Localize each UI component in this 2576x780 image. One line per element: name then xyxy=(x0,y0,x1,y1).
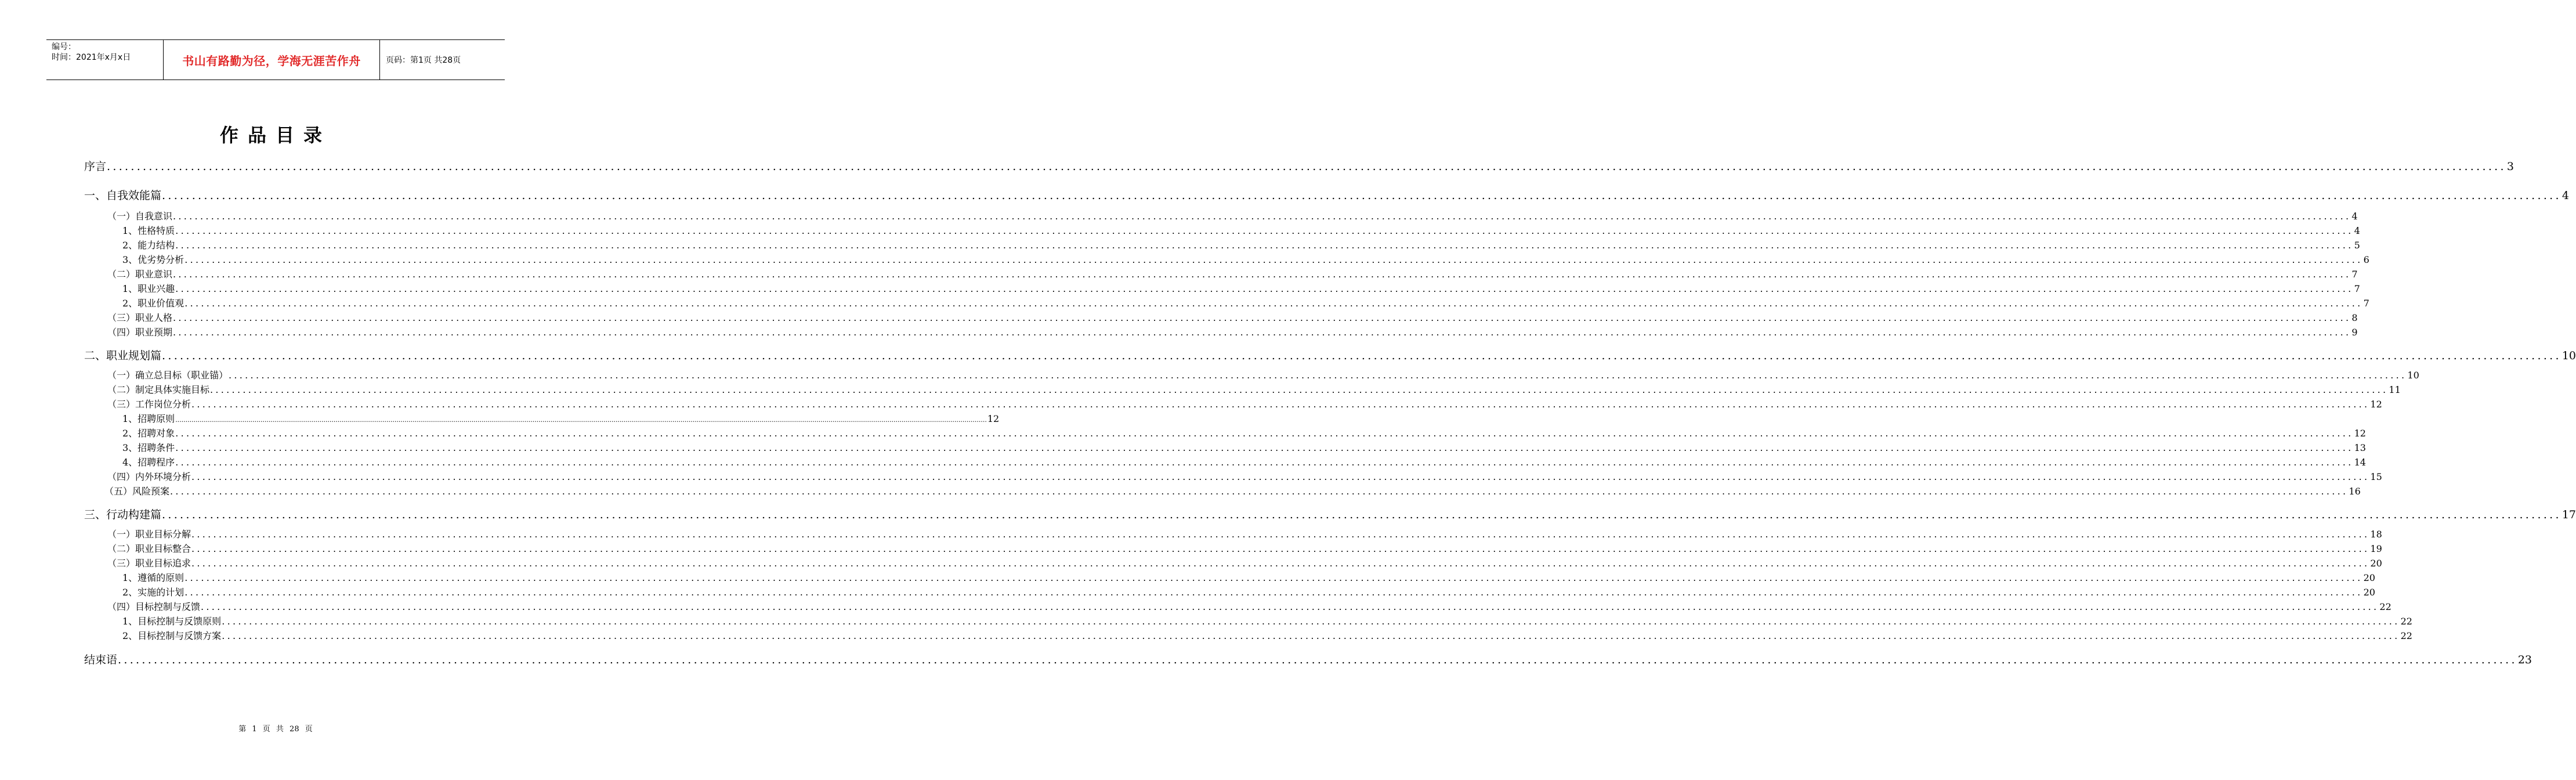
toc-leader-dots: ................................................................................................................................................................................................................................................................................................................................................................................................................ xyxy=(175,283,2354,294)
toc-entry-label: （二）职业意识 xyxy=(107,269,173,280)
toc-entry-label: （二）职业目标整合 xyxy=(107,543,191,554)
toc-entry[interactable] xyxy=(107,600,2392,613)
toc-entry[interactable] xyxy=(122,296,2369,309)
toc-entry-page: 7 xyxy=(2351,269,2358,280)
toc-leader-dots: ................................................................................................................................................................................................................................................................................................................................................................................................................ xyxy=(118,653,2517,666)
toc-leader-dots: ................................................................................................................................................................................................................................................................................................................................................................................................................ xyxy=(222,616,2400,627)
toc-leader-dots: ................................................................................................................................................................................................................................................................................................................................................................................................................ xyxy=(175,457,2354,468)
toc-entry[interactable] xyxy=(107,527,2382,540)
toc-entry-label: （一）自我意识 xyxy=(107,211,173,222)
toc-entry-page: 6 xyxy=(2363,254,2369,265)
toc-entry[interactable] xyxy=(122,629,2412,642)
toc-entry-label: （三）工作岗位分析 xyxy=(107,399,191,410)
toc-entry-page: 9 xyxy=(2351,327,2358,338)
toc-leader-dots: ................................................................................................................................................................................................................................................................................................................................................................................................................ xyxy=(173,269,2351,280)
toc-leader-dots: ................................................................................................................................................................................................................................................................................................................................................................................................................ xyxy=(173,312,2351,323)
toc-entry-page: 20 xyxy=(2370,558,2382,569)
toc-entry-page: 17 xyxy=(2561,508,2576,521)
toc-leader-dots: ................................................................................................................................................................................................................................................................................................................................................................................................................ xyxy=(170,486,2349,497)
toc-entry[interactable] xyxy=(122,614,2412,627)
toc-entry-label: （四）内外环境分析 xyxy=(107,471,191,482)
document-date: 时间：2021年x月x日 xyxy=(52,53,131,62)
toc-entry-label: 2、职业价值观 xyxy=(122,298,184,309)
toc-leader-dots: ................................................................................................................................................................................................................................................................................................................................................................................................................ xyxy=(162,508,2561,521)
toc-entry-page: 7 xyxy=(2363,298,2369,309)
toc-leader-dots: ................................................................................................................................................................................................................................................................................................................................................................................................................ xyxy=(184,587,2363,598)
toc-leader-dots: ................................................................................................................................................................................................................................................................................................................................................................................................................ xyxy=(184,254,2363,265)
toc-entry[interactable] xyxy=(84,187,2569,203)
toc-entry[interactable] xyxy=(122,570,2375,584)
toc-entry-label: （一）确立总目标（职业锚） xyxy=(107,370,229,381)
toc-entry[interactable] xyxy=(107,325,2358,338)
toc-entry-label: （一）职业目标分解 xyxy=(107,529,191,540)
toc-entry[interactable] xyxy=(107,397,2382,410)
toc-leader-dots: ................................................................................................................................................................................................................................................................................................................................................................................................................ xyxy=(222,630,2400,641)
toc-entry[interactable] xyxy=(107,310,2358,324)
toc-entry[interactable] xyxy=(122,238,2360,251)
toc-leader-dots: ................................................................................................................................................................................................................................................................................................................................................................................................................ xyxy=(107,160,2506,173)
toc-entry-page: 10 xyxy=(2561,349,2576,362)
toc-entry-label: 2、实施的计划 xyxy=(122,587,184,598)
toc-leader-dots: ................................................................................................................................................................................................................................................................................................................................................................................................................ xyxy=(191,558,2370,569)
toc-entry[interactable] xyxy=(84,651,2532,667)
toc-entry-label: 1、性格特质 xyxy=(122,225,175,236)
toc-entry-page: 20 xyxy=(2363,587,2375,598)
toc-entry-page: 15 xyxy=(2370,471,2382,482)
toc-entry-page: 12 xyxy=(2354,428,2366,439)
toc-entry-page: 22 xyxy=(2400,616,2412,627)
toc-entry-page: 13 xyxy=(2354,442,2366,453)
toc-leader-dots: ................................................................................................................................................................................................................................................................................................................................................................................................................ xyxy=(210,384,2389,395)
toc-entry[interactable] xyxy=(122,411,1000,425)
toc-entry[interactable] xyxy=(122,455,2366,468)
toc-entry-page: 16 xyxy=(2349,486,2361,497)
toc-entry-page: 19 xyxy=(2370,543,2382,554)
toc-entry[interactable] xyxy=(107,382,2401,396)
toc-leader-dots: ................................................................................................................................................................................................................................................................................................................................................................................................................ xyxy=(184,298,2363,309)
toc-entry-page: 3 xyxy=(2506,160,2514,173)
toc-entry[interactable] xyxy=(104,484,2361,497)
toc-leader-dots: ................................................................................................................................................................................................................................................................................................................................................................................................................ xyxy=(191,543,2370,554)
toc-entry-page: 12 xyxy=(2370,399,2382,410)
toc-entry-label: （三）职业目标追求 xyxy=(107,558,191,569)
toc-entry[interactable] xyxy=(84,158,2514,174)
toc-entry-label: （四）目标控制与反馈 xyxy=(107,601,201,612)
toc-leader-dots: ................................................................................................................................................................................................................................................................................................................................................................................................................ xyxy=(175,442,2354,453)
page-title: 作品目录 xyxy=(219,124,331,146)
toc-leader-dots: ................................................................................................................................................................................................................................................................................................................................................................................................................ xyxy=(175,416,987,424)
toc-entry-label: 3、优劣势分析 xyxy=(122,254,184,265)
toc-leader-dots: ................................................................................................................................................................................................................................................................................................................................................................................................................ xyxy=(184,572,2363,583)
toc-entry-page: 4 xyxy=(2351,211,2358,222)
header-page-info: 页码：第1页 共28页 xyxy=(386,56,461,65)
toc-entry-label: （二）制定具体实施目标 xyxy=(107,384,210,395)
toc-entry-page: 22 xyxy=(2379,601,2392,612)
toc-entry-page: 10 xyxy=(2407,370,2419,381)
toc-entry-label: 结束语 xyxy=(84,653,118,666)
toc-entry[interactable] xyxy=(107,556,2382,569)
toc-entry-label: 1、遵循的原则 xyxy=(122,572,184,583)
toc-entry-page: 20 xyxy=(2363,572,2375,583)
toc-entry[interactable] xyxy=(122,252,2369,266)
toc-entry-label: （三）职业人格 xyxy=(107,312,173,323)
toc-leader-dots: ................................................................................................................................................................................................................................................................................................................................................................................................................ xyxy=(175,240,2354,251)
toc-entry[interactable] xyxy=(122,440,2366,454)
toc-leader-dots: ................................................................................................................................................................................................................................................................................................................................................................................................................ xyxy=(191,399,2370,410)
toc-entry-label: 2、招聘对象 xyxy=(122,428,175,439)
toc-leader-dots: ................................................................................................................................................................................................................................................................................................................................................................................................................ xyxy=(173,327,2351,338)
toc-entry-page: 14 xyxy=(2354,457,2366,468)
toc-entry[interactable] xyxy=(122,281,2360,295)
toc-leader-dots: ................................................................................................................................................................................................................................................................................................................................................................................................................ xyxy=(175,428,2354,439)
toc-entry-page: 22 xyxy=(2400,630,2412,641)
toc-entry-page: 18 xyxy=(2370,529,2382,540)
toc-entry-page: 4 xyxy=(2561,189,2569,202)
toc-entry-label: 二、职业规划篇 xyxy=(84,349,162,362)
toc-leader-dots: ................................................................................................................................................................................................................................................................................................................................................................................................................ xyxy=(229,370,2407,381)
toc-entry-page: 5 xyxy=(2354,240,2360,251)
toc-leader-dots: ................................................................................................................................................................................................................................................................................................................................................................................................................ xyxy=(191,529,2370,540)
toc-entry-page: 7 xyxy=(2354,283,2360,294)
header-motto: 书山有路勤为径，学海无涯苦作舟 xyxy=(163,40,380,80)
toc-entry[interactable] xyxy=(107,368,2419,381)
toc-entry-label: 4、招聘程序 xyxy=(122,457,175,468)
toc-leader-dots: ................................................................................................................................................................................................................................................................................................................................................................................................................ xyxy=(191,471,2370,482)
toc-entry[interactable] xyxy=(107,267,2358,280)
toc-leader-dots: ................................................................................................................................................................................................................................................................................................................................................................................................................ xyxy=(173,211,2351,222)
toc-entry-label: 1、目标控制与反馈原则 xyxy=(122,616,222,627)
toc-entry-page: 23 xyxy=(2517,653,2532,666)
toc-entry-page: 4 xyxy=(2354,225,2360,236)
toc-entry-label: 1、职业兴趣 xyxy=(122,283,175,294)
toc-leader-dots: ................................................................................................................................................................................................................................................................................................................................................................................................................ xyxy=(175,225,2354,236)
toc-entry-label: 2、能力结构 xyxy=(122,240,175,251)
toc-entry[interactable] xyxy=(84,506,2576,522)
toc-entry-label: 2、目标控制与反馈方案 xyxy=(122,630,222,641)
toc-entry-label: 三、行动构建篇 xyxy=(84,508,162,521)
toc-entry-label: （四）职业预期 xyxy=(107,327,173,338)
toc-entry-label: 1、招聘原则 xyxy=(122,413,175,424)
toc-leader-dots: ................................................................................................................................................................................................................................................................................................................................................................................................................ xyxy=(162,349,2561,362)
toc-entry-page: 8 xyxy=(2351,312,2358,323)
toc-entry-page: 12 xyxy=(987,413,1000,424)
toc-entry[interactable] xyxy=(122,585,2375,598)
toc-entry-label: 序言 xyxy=(84,160,107,173)
toc-entry[interactable] xyxy=(107,470,2382,483)
toc-entry[interactable] xyxy=(107,209,2358,222)
toc-entry-label: （五）风险预案 xyxy=(104,486,170,497)
toc-leader-dots: ................................................................................................................................................................................................................................................................................................................................................................................................................ xyxy=(201,601,2379,612)
toc-entry[interactable] xyxy=(84,347,2576,363)
page-footer: 第 1 页 共 28 页 xyxy=(238,725,313,734)
toc-entry-label: 3、招聘条件 xyxy=(122,442,175,453)
toc-entry[interactable] xyxy=(107,541,2382,555)
toc-entry-page: 11 xyxy=(2389,384,2401,395)
toc-entry-label: 一、自我效能篇 xyxy=(84,189,162,202)
toc-leader-dots: ................................................................................................................................................................................................................................................................................................................................................................................................................ xyxy=(162,189,2561,202)
document-number-label: 编号： xyxy=(52,42,76,52)
toc-entry[interactable] xyxy=(122,223,2360,237)
toc-entry[interactable] xyxy=(122,426,2366,439)
